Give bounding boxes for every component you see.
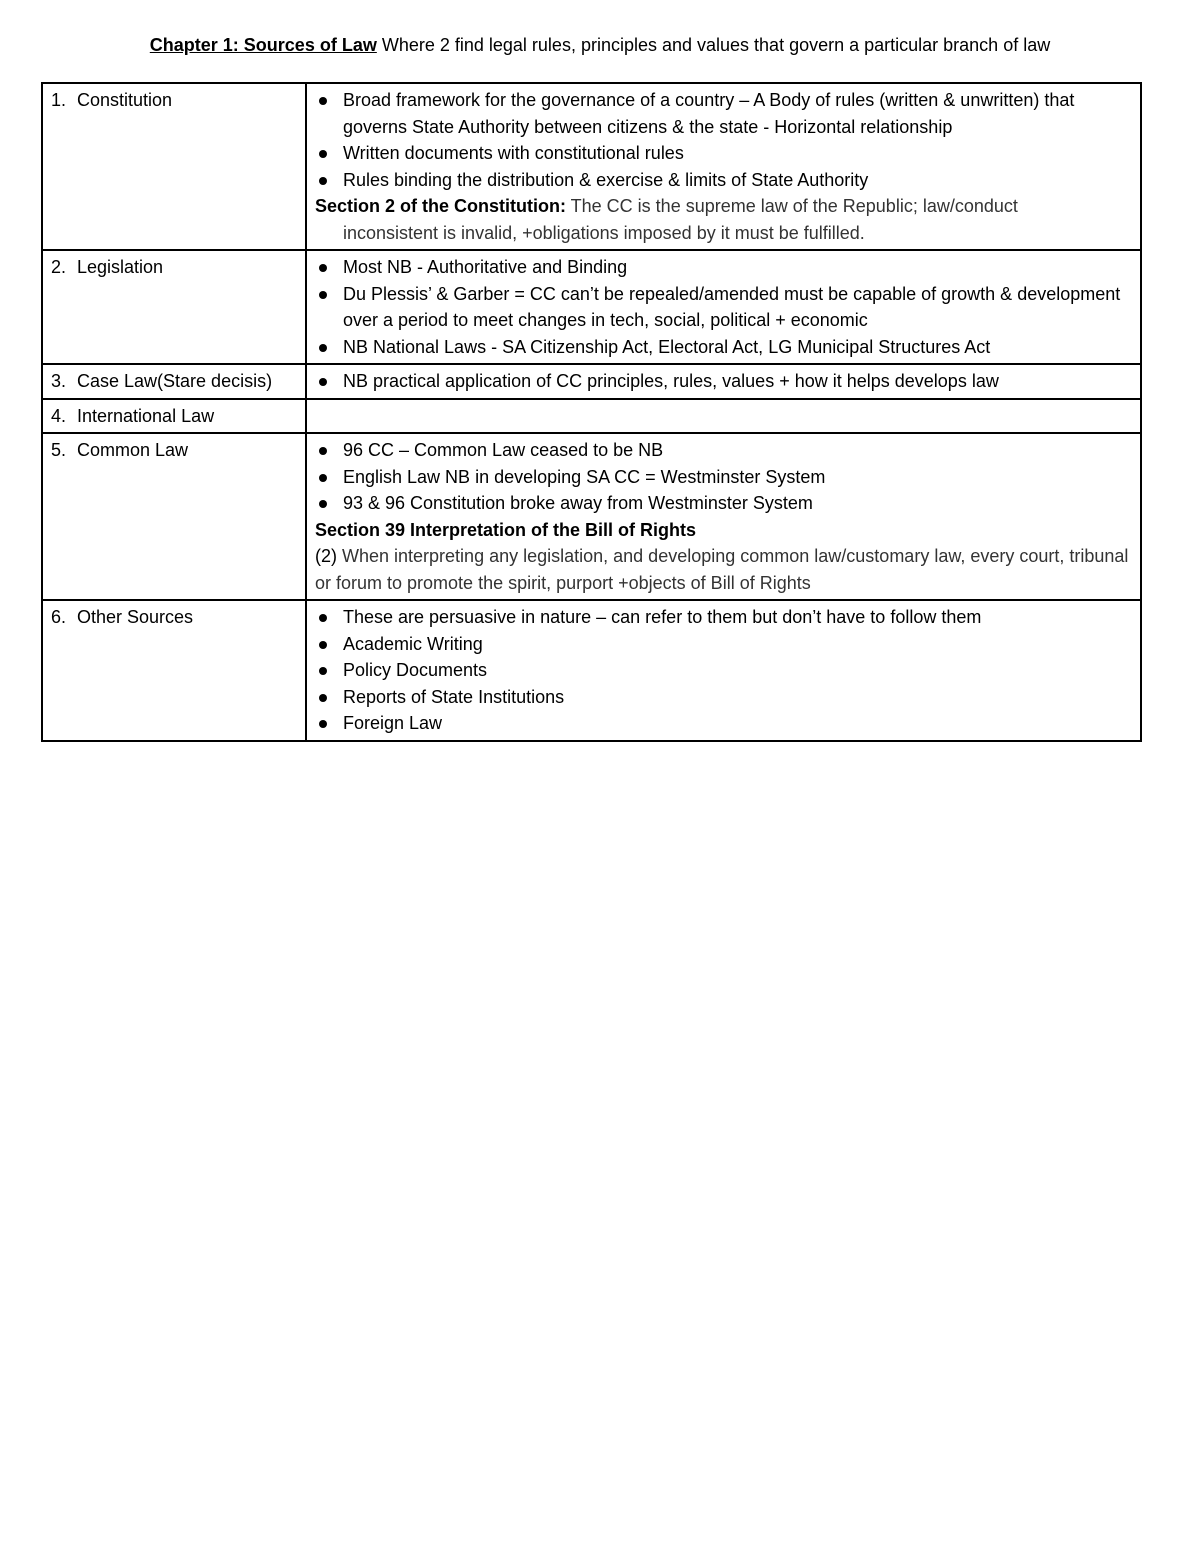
table-row	[42, 433, 1141, 600]
source-label: Other Sources	[77, 607, 194, 627]
chapter-heading: Chapter 1: Sources of Law	[149, 35, 377, 55]
row-number: 2.	[51, 257, 67, 277]
row-number: 5.	[51, 440, 67, 460]
source-detail-cell	[306, 364, 1141, 399]
section-paragraph	[315, 543, 1134, 596]
source-label-cell	[42, 83, 306, 250]
page-title	[0, 33, 1200, 57]
bullet-item: Broad framework for the governance of a country – A Body of rules (written & unwritten) that governs State Authority between citizens & the state - Horizontal relationship	[343, 87, 1134, 140]
bullet-item: Rules binding the distribution & exercise & limits of State Authority	[343, 167, 1134, 194]
section-heading: Section 39 Interpretation of the Bill of Rights	[315, 519, 697, 540]
section-subsection-text: When interpreting any legislation, and developing common law/customary law, every court, tribunal or forum to promote the spirit, purport +objects of Bill of Rights	[315, 546, 1129, 593]
source-detail-cell	[306, 250, 1141, 364]
bullet-item: These are persuasive in nature – can refer to them but don’t have to follow them	[343, 604, 1134, 631]
bullet-item: English Law NB in developing SA CC = Westminster System	[343, 464, 1134, 491]
bullet-item: 96 CC – Common Law ceased to be NB	[343, 437, 1134, 464]
bullet-item: 93 & 96 Constitution broke away from Westminster System	[343, 490, 1134, 517]
row-number: 6.	[51, 607, 67, 627]
bullet-item: NB National Laws - SA Citizenship Act, Electoral Act, LG Municipal Structures Act	[343, 334, 1134, 361]
source-label-cell	[42, 364, 306, 399]
section-note-heading: Section 2 of the Constitution:	[315, 196, 566, 216]
source-label-cell	[42, 250, 306, 364]
bullet-item: Policy Documents	[343, 657, 1134, 684]
source-label: International Law	[77, 405, 215, 426]
row-number: 3.	[51, 371, 67, 391]
table-row	[42, 399, 1141, 434]
section-note	[315, 193, 1134, 220]
bullet-item: Academic Writing	[343, 631, 1134, 658]
section-note-text: The CC is the supreme law of the Republic; law/conduct	[565, 196, 1018, 216]
source-detail-cell	[306, 600, 1141, 741]
source-detail-cell-empty	[306, 399, 1141, 434]
section-subsection-number: (2)	[315, 546, 337, 566]
source-detail-cell	[306, 83, 1141, 250]
source-label-cell	[42, 600, 306, 741]
source-label: Case Law(Stare decisis)	[77, 371, 273, 391]
row-number: 1.	[51, 90, 67, 110]
source-label: Constitution	[77, 90, 173, 110]
table-row	[42, 600, 1141, 741]
section-note-continuation: inconsistent is invalid, +obligations imposed by it must be fulfilled.	[343, 222, 865, 243]
bullet-item: Du Plessis’ & Garber = CC can’t be repealed/amended must be capable of growth & development over a period to meet changes in tech, social, political + economic	[343, 281, 1134, 334]
bullet-item: Foreign Law	[343, 710, 1134, 737]
table-row	[42, 83, 1141, 250]
source-label-cell	[42, 399, 306, 434]
table-row	[42, 364, 1141, 399]
source-label: Legislation	[77, 257, 164, 277]
source-detail-cell	[306, 433, 1141, 600]
bullet-item: Most NB - Authoritative and Binding	[343, 254, 1134, 281]
table-row	[42, 250, 1141, 364]
source-label: Common Law	[77, 440, 189, 460]
bullet-item: NB practical application of CC principles, rules, values + how it helps develops law	[343, 368, 1134, 395]
bullet-item: Written documents with constitutional rules	[343, 140, 1134, 167]
chapter-subtitle: Where 2 find legal rules, principles and values that govern a particular branch of law	[376, 35, 1051, 55]
source-label-cell	[42, 433, 306, 600]
row-number: 4.	[51, 405, 67, 426]
sources-table	[41, 82, 1142, 742]
bullet-item: Reports of State Institutions	[343, 684, 1134, 711]
